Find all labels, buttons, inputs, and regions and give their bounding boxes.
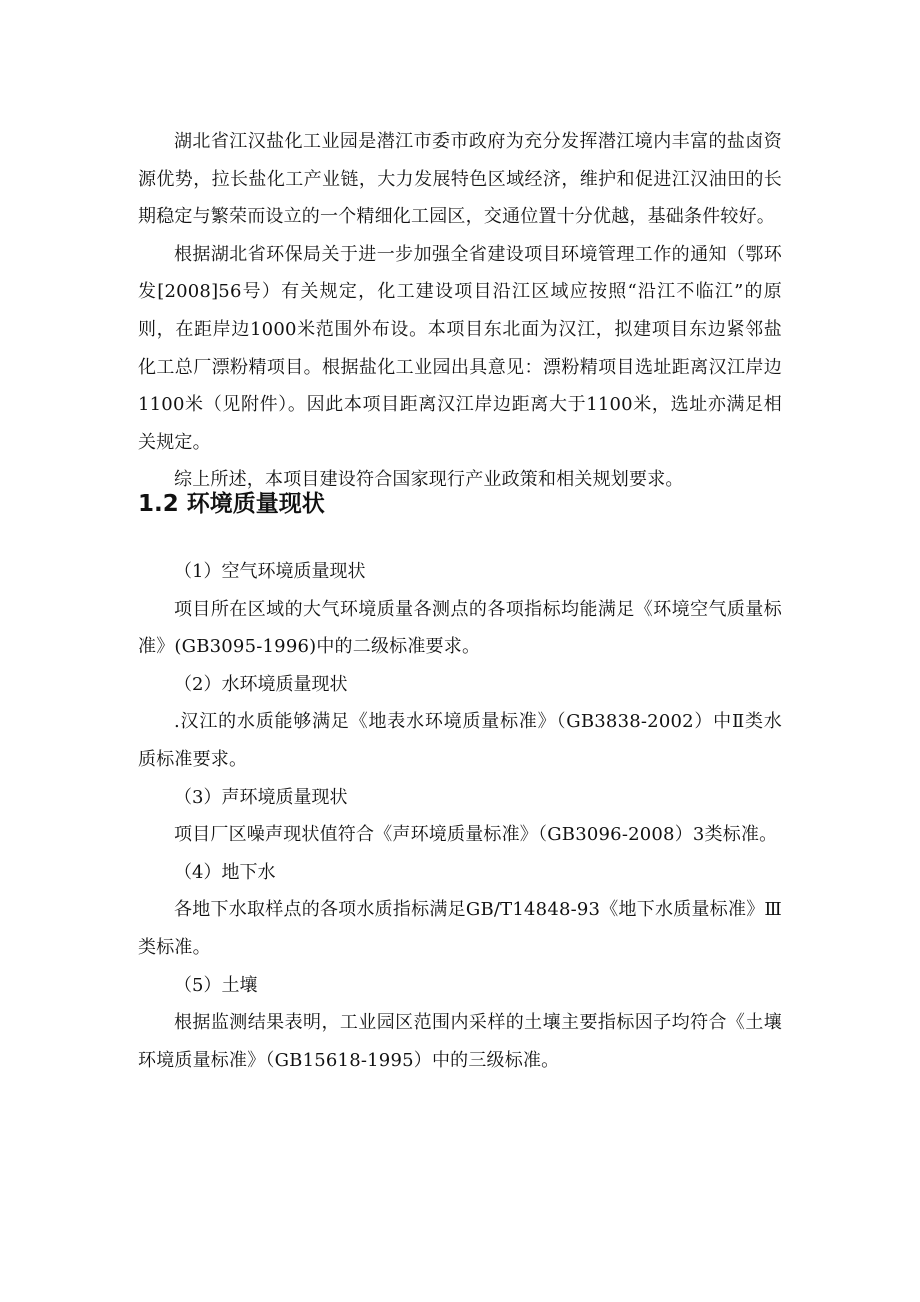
noise-quality-title: （3）声环境质量现状 bbox=[174, 786, 348, 808]
air-quality-title: （1）空气环境质量现状 bbox=[174, 561, 366, 582]
groundwater-title: （4）地下水 bbox=[174, 861, 276, 883]
air-quality-item bbox=[138, 553, 782, 666]
water-quality-item bbox=[138, 666, 782, 779]
groundwater-text: 各地下水取样点的各项水质指标满足GB/T14848-93《地下水质量标准》Ⅲ类标准。 bbox=[138, 899, 782, 958]
soil-title: （5）土壤 bbox=[174, 974, 258, 996]
intro-paragraph-1: 湖北省江汉盐化工业园是潜江市委市政府为充分发挥潜江境内丰富的盐卤资源优势，拉长盐化工产业链，大力发展特色区域经济，维护和促进江汉油田的长期稳定与繁荣而设立的一个精细化工园区，交通位置十分优越，基础条件较好。 bbox=[138, 131, 782, 228]
groundwater-item bbox=[138, 854, 782, 967]
noise-quality-text: 项目厂区噪声现状值符合《声环境质量标准》（GB3096-2008）3类标准。 bbox=[174, 824, 778, 846]
noise-quality-item bbox=[138, 779, 782, 854]
water-quality-title: （2）水环境质量现状 bbox=[174, 673, 348, 695]
soil-text: 根据监测结果表明，工业园区范围内采样的土壤主要指标因子均符合《土壤环境质量标准》（GB15618-1995）中的三级标准。 bbox=[138, 1012, 782, 1071]
intro-paragraph-3: 综上所述，本项目建设符合国家现行产业政策和相关规划要求。 bbox=[174, 469, 684, 491]
intro-paragraph-2: 根据湖北省环保局关于进一步加强全省建设项目环境管理工作的通知（鄂环发[2008]56号）有关规定，化工建设项目沿江区域应按照“沿江不临江”的原则，在距岸边1000米范围外布设。本项目东北面为汉江，拟建项目东边紧邻盐化工总厂漂粉精项目。根据盐化工业园出具意见：漂粉精项目选址距离汉江岸边1100米（见附件）。因此本项目距离汉江岸边距离大于1100米，选址亦满足相关规定。 bbox=[138, 243, 782, 453]
air-quality-text: 项目所在区域的大气环境质量各测点的各项指标均能满足《环境空气质量标准》(GB3095-1996)中的二级标准要求。 bbox=[138, 598, 782, 658]
soil-item bbox=[138, 967, 782, 1080]
water-quality-text: .汉江的水质能够满足《地表水环境质量标准》（GB3838-2002）中Ⅱ类水质标准要求。 bbox=[138, 711, 782, 770]
intro-section bbox=[138, 123, 782, 499]
environment-quality-section bbox=[138, 553, 782, 1079]
section-heading: 1.2 环境质量现状 bbox=[138, 491, 325, 517]
